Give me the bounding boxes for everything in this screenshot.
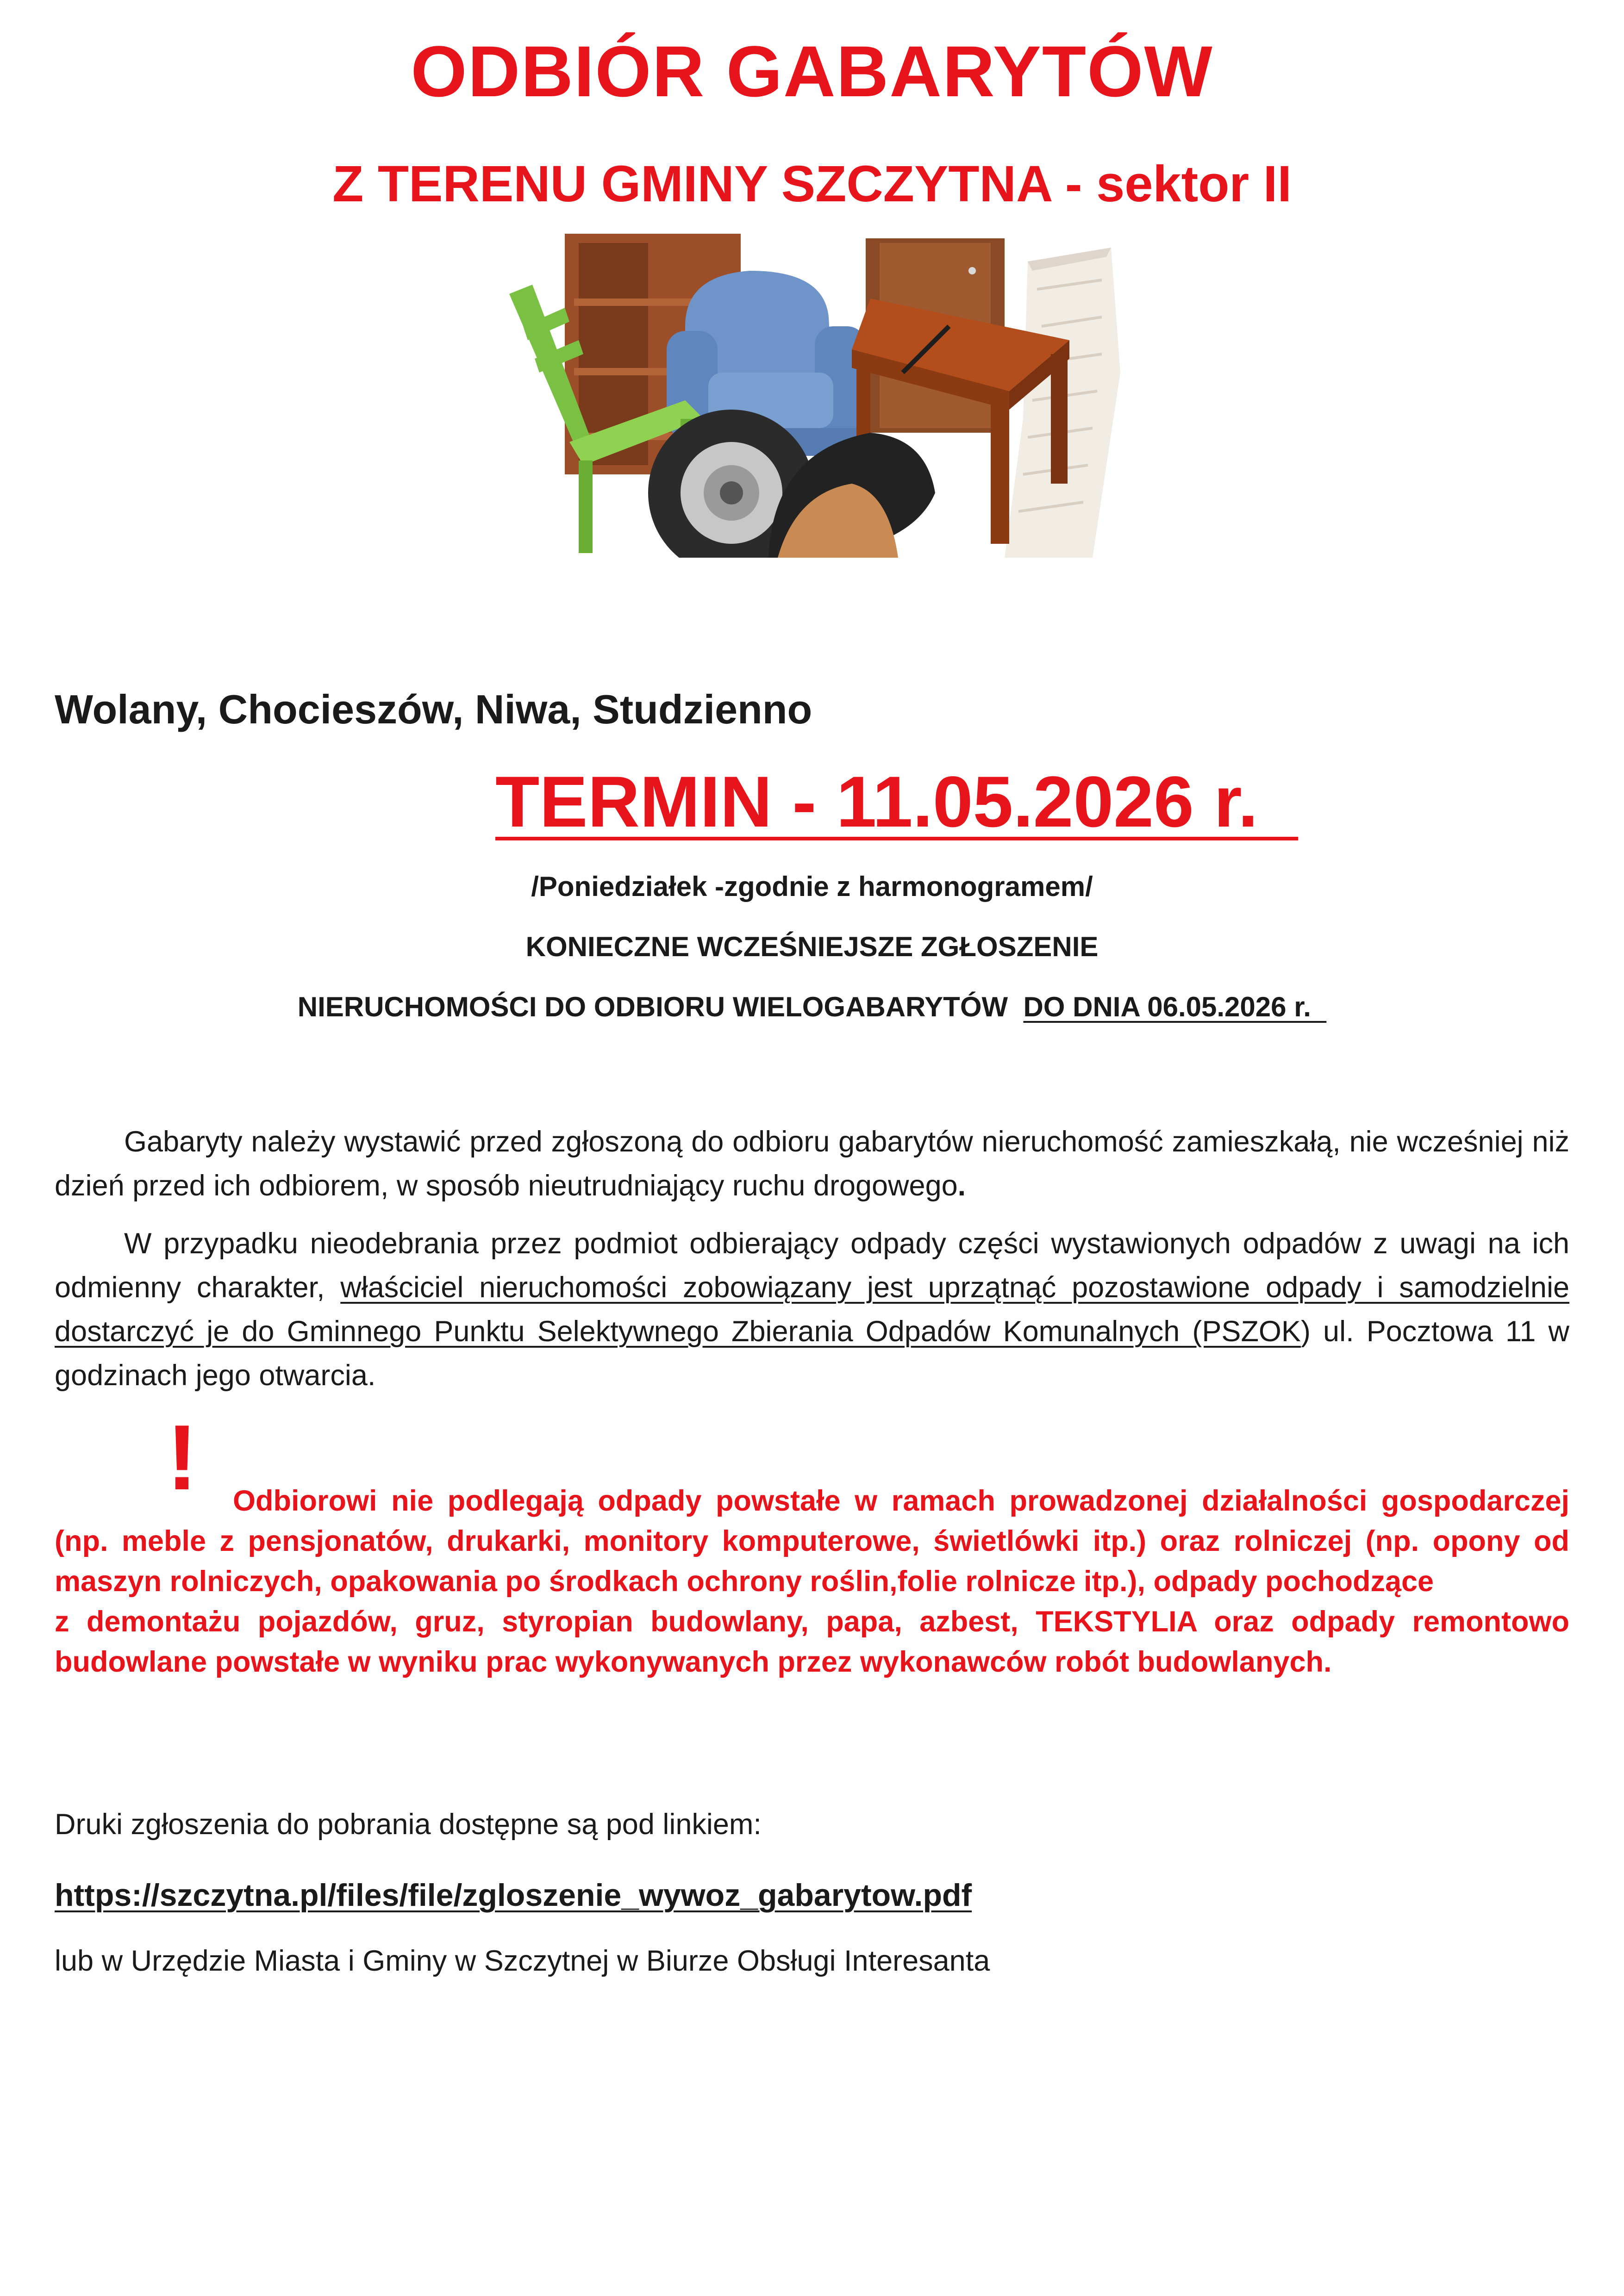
- warning-exclamation-icon: !: [167, 1406, 198, 1509]
- forms-intro: Druki zgłoszenia do pobrania dostępne są pod linkiem:: [55, 1808, 762, 1841]
- localities-list: Wolany, Chocieszów, Niwa, Studzienno: [55, 686, 812, 732]
- schedule-note: /Poniedziałek -zgodnie z harmonogramem/: [531, 871, 1093, 902]
- uncollected-waste-paragraph: [55, 1222, 1569, 1398]
- collection-deadline: TERMIN - 11.05.2026 r.: [495, 762, 1299, 842]
- bulky-waste-illustration: [491, 234, 1185, 558]
- placement-rules-text: Gabaryty należy wystawić przed zgłoszoną do odbioru gabarytów nieruchomość zamieszkałą, nie wcześniej niż dzień przed ich odbiorem, w sposób nieutrudniający ruchu drogowego: [55, 1126, 1569, 1202]
- forms-alternative-location: lub w Urzędzie Miasta i Gminy w Szczytnej w Biurze Obsługi Interesanta: [55, 1945, 990, 1977]
- registration-deadline-line: [0, 990, 1624, 1024]
- page-title: ODBIÓR GABARYTÓW: [411, 31, 1213, 112]
- placement-rules-paragraph: [55, 1120, 1569, 1208]
- registration-notice-lead: NIERUCHOMOŚCI DO ODBIORU WIELOGABARYTÓW: [297, 991, 1024, 1022]
- excluded-waste-text-a: Odbiorowi nie podlegają odpady powstałe w ramach prowadzonej działalności gospodarczej (np. meble z pensjonatów, drukarki, monitory komputerowe, świetlówki itp.) oraz rolniczej (np. opony od maszyn rolniczych, opakowania po środkach ochrony roślin,folie rolnicze itp.), odpady pochodzące: [55, 1485, 1569, 1598]
- uncollected-waste-text: W przypadku nieodebrania przez podmiot odbierający odpady części wystawionych odpadów z uwagi na ich odmienny charakter,: [55, 1227, 1569, 1304]
- placement-rules-period: .: [957, 1170, 966, 1202]
- excluded-waste-warning: [55, 1481, 1569, 1682]
- forms-download-link[interactable]: https://szczytna.pl/files/file/zgloszenie_wywoz_gabarytow.pdf: [55, 1878, 972, 1913]
- registration-deadline-date: DO DNIA 06.05.2026 r.: [1023, 991, 1327, 1022]
- excluded-waste-text-b: z demontażu pojazdów, gruz, styropian budowlany, papa, azbest, TEKSTYLIA oraz odpady remontowo budowlane powstałe w wyniku prac wykonywanych przez wykonawców robót budowlanych.: [55, 1605, 1569, 1678]
- page-subtitle: Z TERENU GMINY SZCZYTNA - sektor II: [332, 156, 1292, 212]
- owner-obligation-text: właściciel nieruchomości zobowiązany jest uprzątnąć pozostawione odpady i samodzielnie dostarczyć je do Gminnego Punktu Selektywnego Zbierania Odpadów Komunalnych (PSZOK: [55, 1271, 1569, 1348]
- registration-notice: KONIECZNE WCZEŚNIEJSZE ZGŁOSZENIE: [525, 931, 1099, 962]
- pszok-address-text: ) ul. Pocztowa 11 w godzinach jego otwarcia.: [55, 1315, 1569, 1392]
